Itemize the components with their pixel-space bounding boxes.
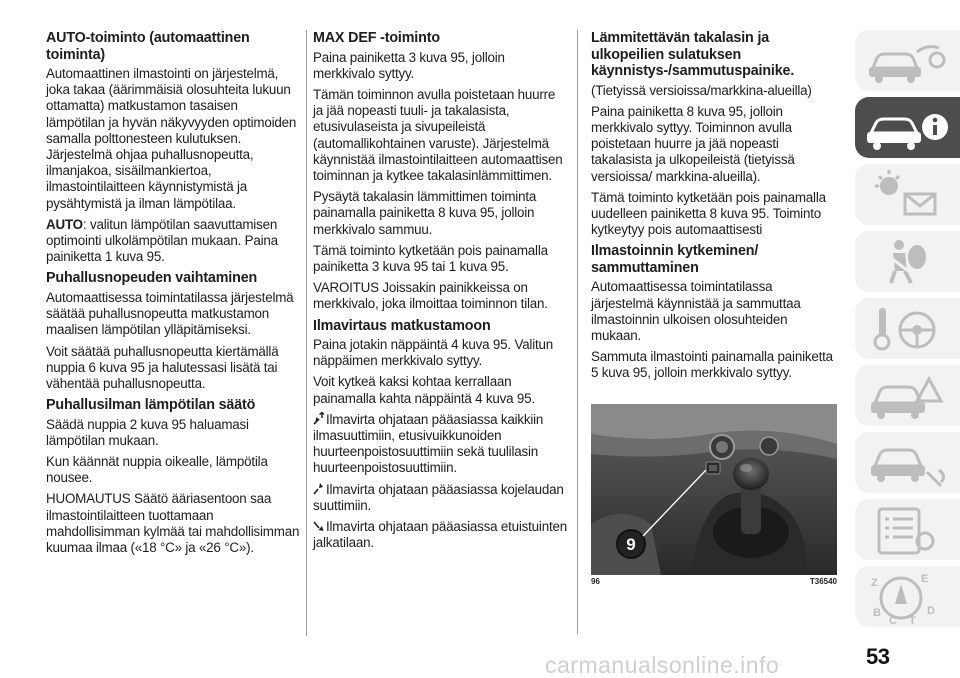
tab-index[interactable]: [855, 566, 960, 627]
car-warning-icon: [855, 365, 960, 426]
heading-max-def: MAX DEF -toiminto: [313, 30, 440, 46]
airflow-feet-icon: [313, 519, 324, 532]
figure-caption: [591, 577, 837, 591]
paragraph-fan-speed-1: Automaattisessa toimintatilassa järjestelmä säätää puhallusnopeutta matkustamon maalisen lämpötilan ylläpitämiseksi.: [46, 289, 294, 338]
paragraph-rear-3: Tämä toiminto kytketään pois painamalla uudelleen painiketta 8 kuva 95. Toiminto kytkeytyy pois automaattisesti: [591, 189, 826, 238]
term-auto-text: : valitun lämpötilan saavuttamisen optimointi ulkolämpötilan mukaan. Paina painiketta 1 kuva 95.: [46, 216, 278, 265]
paragraph-temp-1: Säädä nuppia 2 kuva 95 haluamasi lämpötilan mukaan.: [46, 416, 249, 448]
svg-text:D: D: [927, 605, 935, 617]
airbag-safety-icon: [855, 231, 960, 292]
column-divider-1: [306, 30, 307, 636]
paragraph-flow-all-vents: Ilmavirta ohjataan pääasiassa kaikkiin ilmasuuttimiin, etusivuikkunoiden huurteenpoistosuuttimiin sekä tuulilasin huurteenpoistosuuttimiin.: [313, 411, 544, 476]
car-maintenance-icon: [855, 432, 960, 493]
figure-number: 96: [591, 576, 600, 586]
tab-technical-data[interactable]: [855, 499, 960, 560]
tab-starting-driving[interactable]: [855, 298, 960, 359]
figure-96-image: [591, 404, 837, 575]
airflow-up-icon: [313, 412, 324, 425]
heading-ac-on-off: Ilmastoinnin kytkeminen/ sammuttaminen: [591, 243, 759, 276]
paragraph-maxdef-1: Paina painiketta 3 kuva 95, jolloin merkkivalo syttyy.: [313, 49, 505, 81]
gear-lever-console-illustration: [591, 404, 837, 575]
paragraph-flow-feet: Ilmavirta ohjataan pääasiassa etuistuinten jalkatilaan.: [313, 519, 567, 551]
column-middle: [313, 30, 567, 556]
paragraph-flow-2: Voit kytkeä kaksi kohtaa kerrallaan painamalla kahta näppäintä 4 kuva 95.: [313, 374, 535, 406]
svg-text:B: B: [873, 607, 881, 619]
term-auto: AUTO: [46, 216, 83, 232]
tab-emergency[interactable]: [855, 365, 960, 426]
svg-text:T: T: [909, 615, 916, 627]
airflow-face-icon: [313, 482, 324, 495]
tab-safety[interactable]: [855, 231, 960, 292]
car-info-icon: [855, 97, 960, 158]
paragraph-ac-1: Automaattisessa toimintatilassa järjestelmä käynnistää ja sammuttaa ilmastoinnin ulkoisen olosuhteiden mukaan.: [591, 279, 801, 343]
paragraph-fan-speed-2: Voit säätää puhallusnopeutta kiertämällä nuppia 6 kuva 95 ja halutessasi lisätä tai vähentää puhallusnopeutta.: [46, 343, 279, 391]
svg-text:E: E: [921, 573, 929, 585]
paragraph-temp-note: HUOMAUTUS Säätö ääriasentoon saa ilmastointilaitteen tuottamaan mahdollisimman kylmää tai mahdollisimman kuumaa ilmaa («18 °C» ja «26 °C»).: [46, 491, 300, 556]
paragraph-temp-2: Kun käännät nuppia oikealle, lämpötila nousee.: [46, 454, 268, 486]
column-left: [46, 30, 300, 561]
tab-maintenance[interactable]: [855, 432, 960, 493]
column-right: [591, 30, 837, 591]
heading-air-flow: Ilmavirtaus matkustamoon: [313, 317, 491, 334]
car-dashboard-icon: [855, 30, 960, 91]
column-divider-2: [577, 30, 578, 634]
tab-car-info[interactable]: [855, 97, 960, 158]
paragraph-rear-2: Paina painiketta 8 kuva 95, jolloin merkkivalo syttyy. Toiminnon avulla poistetaan huurre ja jää nopeasti takalasista ja ulkopeileistä (tietyissä versioissa/ markkina-alueilla).: [591, 103, 795, 184]
heading-auto-function: AUTO-toiminto (automaattinen toiminta): [46, 30, 250, 63]
paragraph-ac-2: Sammuta ilmastointi painamalla painiketta 5 kuva 95, jolloin merkkivalo syttyy.: [591, 349, 833, 381]
watermark: carmanualsonline.info: [545, 652, 780, 678]
paragraph-flow-dashboard: Ilmavirta ohjataan pääasiassa kojelaudan suuttimiin.: [313, 481, 564, 513]
paragraph-auto-description: Automaattinen ilmastointi on järjestelmä, joka takaa (äärimmäisiä olosuhteita lukuun ottamatta) matkustamon tasaisen lämpötilan ja hyvän näkyvyyden optimoiden samalla polttonesteen kulutuksen. Järjestelmä ohjaa puhallusnopeutta, ilmanjakoa, sisäilmankiertoa, ilmastointilaitteen käynnistymistä ja pysähtymistä ja ilman lämpötilaa.: [46, 66, 297, 211]
warning-light-message-icon: [855, 164, 960, 225]
paragraph-maxdef-2: Tämän toiminnon avulla poistetaan huurre ja jää nopeasti tuuli- ja takalasista, etusivulaseista ja sivupeileistä (automallikohtainen varuste). Järjestelmä käynnistää ilmastointilaitteen automaattisen toiminnan ja kytkee takalasinlämmittimen.: [313, 86, 563, 183]
specifications-list-icon: [855, 499, 960, 560]
paragraph-maxdef-3: Pysäytä takalasin lämmittimen toiminta painamalla painiketta 8 kuva 95, jolloin merkkivalo sammuu.: [313, 189, 537, 237]
tab-car-dashboard[interactable]: [855, 30, 960, 91]
heading-air-temperature: Puhallusilman lämpötilan säätö: [46, 397, 256, 414]
tab-warning-lights[interactable]: [855, 164, 960, 225]
alphabetical-index-icon: [855, 566, 960, 627]
key-steering-wheel-icon: [855, 298, 960, 359]
heading-fan-speed: Puhallusnopeuden vaihtaminen: [46, 270, 258, 287]
figure-callout-9: 9: [626, 534, 636, 554]
paragraph-flow-1: Paina jotakin näppäintä 4 kuva 95. Valitun näppäimen merkkivalo syttyy.: [313, 337, 553, 369]
figure-code: T36540: [809, 576, 837, 586]
paragraph-maxdef-warning: VAROITUS Joissakin painikkeissa on merkkivalo, joka ilmoittaa toiminnon tilan.: [313, 280, 548, 312]
paragraph-maxdef-4: Tämä toiminto kytketään pois painamalla painiketta 3 kuva 95 tai 1 kuva 95.: [313, 242, 548, 274]
heading-rear-window-heater: Lämmitettävän takalasin ja ulkopeilien sulatuksen käynnistys-/sammutuspainike.: [591, 30, 795, 79]
paragraph-auto-term: [46, 217, 300, 266]
paragraph-rear-1: (Tietyissä versioissa/markkina-alueilla): [591, 82, 812, 98]
svg-text:Z: Z: [871, 577, 878, 589]
page-number: 53: [866, 644, 890, 669]
svg-text:C: C: [889, 615, 897, 627]
